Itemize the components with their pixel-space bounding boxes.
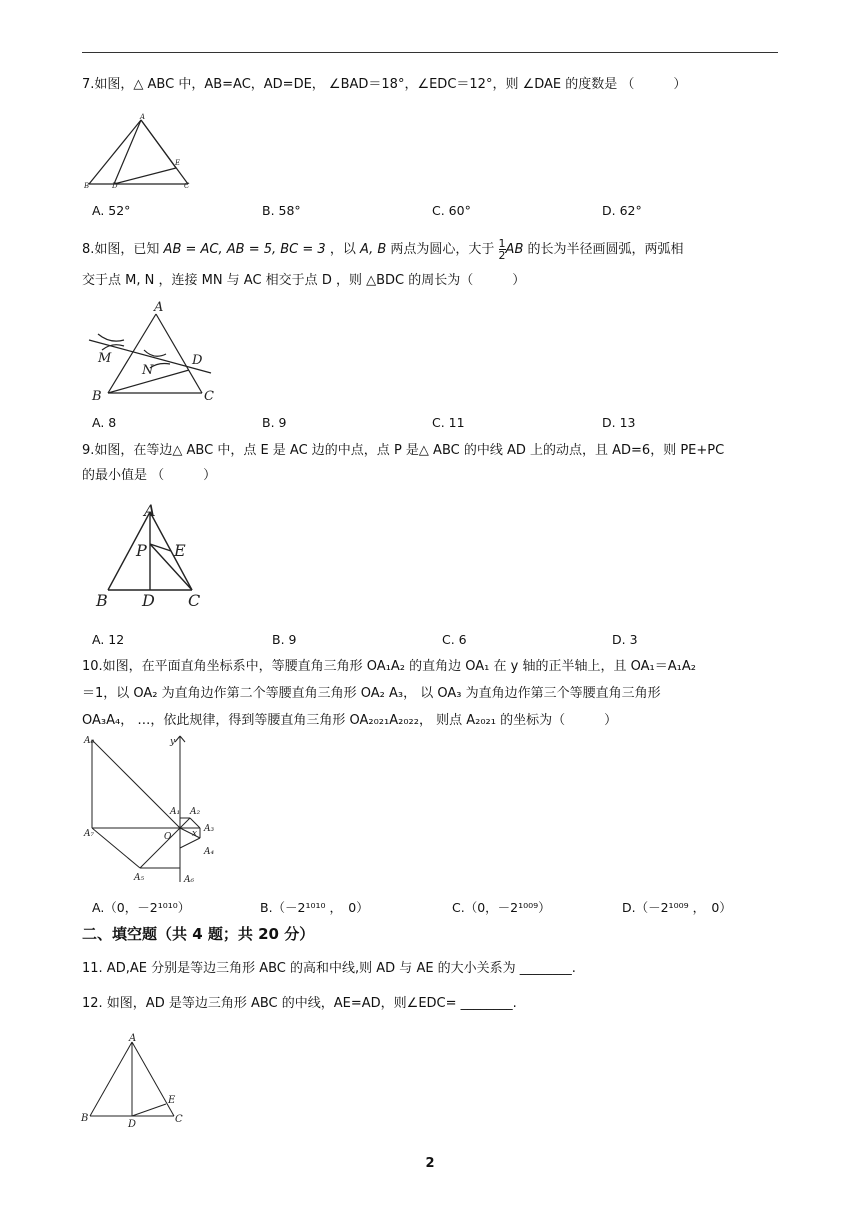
question-9-line1: 9.如图，在等边△ ABC 中，点 E 是 AC 边的中点，点 P 是△ ABC 的中线 AD 上的动点，且 AD=6，则 PE+PC — [82, 443, 725, 458]
q7-option-b[interactable]: B. 58° — [262, 203, 301, 218]
label-E: E — [168, 1095, 176, 1106]
q7-option-c[interactable]: C. 60° — [432, 203, 471, 218]
label-E: E — [174, 541, 186, 560]
q7-option-d[interactable]: D. 62° — [602, 203, 642, 218]
header-rule — [82, 52, 778, 53]
q8-option-a[interactable]: A. 8 — [92, 415, 117, 430]
label-O: O — [164, 832, 172, 842]
question-7-text: 7.如图，△ ABC 中，AB=AC，AD=DE， ∠BAD＝18°，∠EDC＝12°，则 ∠DAE 的度数是 （ ） — [82, 77, 687, 92]
label-x: x — [192, 829, 198, 839]
question-12-text: 12. 如图，AD 是等边三角形 ABC 的中线，AE=AD，则∠EDC= ________. — [82, 996, 517, 1011]
label-C: C — [175, 1114, 183, 1125]
label-B: B — [84, 182, 90, 190]
q10-option-d[interactable]: D.（－2¹⁰⁰⁹ ， 0） — [622, 900, 732, 915]
q8-option-b[interactable]: B. 9 — [262, 415, 287, 430]
q10-option-a[interactable]: A.（0，－2¹⁰¹⁰） — [92, 900, 191, 915]
question-9-line2: 的最小值是 （ ） — [82, 468, 217, 483]
q8-option-d[interactable]: D. 13 — [602, 415, 636, 430]
label-P: P — [136, 541, 147, 560]
question-10-line1: 10.如图，在平面直角坐标系中，等腰直角三角形 OA₁A₂ 的直角边 OA₁ 在 y 轴的正半轴上，且 OA₁＝A₁A₂ — [82, 659, 696, 674]
question-8-line2: 交于点 M, N ，连接 MN 与 AC 相交于点 D ，则 △BDC 的周长为（ ） — [82, 273, 526, 288]
section-heading: 二、填空题（共 4 题；共 20 分） — [82, 925, 315, 943]
label-A5: A₅ — [134, 873, 145, 883]
label-A7: A₇ — [84, 829, 95, 839]
label-A: A — [144, 501, 156, 520]
label-B: B — [92, 389, 102, 403]
label-B: B — [96, 591, 108, 610]
label-y: y — [170, 737, 176, 747]
label-C: C — [184, 182, 190, 190]
label-M: M — [98, 351, 112, 366]
question-10-figure — [80, 732, 230, 887]
question-10-line3: OA₃A₄， …，依此规律，得到等腰直角三角形 OA₂₀₂₁A₂₀₂₂， 则点 A₂₀₂₁ 的坐标为（ ） — [82, 713, 618, 728]
label-B: B — [81, 1113, 89, 1124]
label-A2: A₂ — [190, 807, 201, 817]
label-A: A — [140, 113, 146, 121]
q10-option-b[interactable]: B.（－2¹⁰¹⁰ ， 0） — [260, 900, 369, 915]
label-A: A — [129, 1033, 137, 1044]
label-N: N — [142, 363, 154, 378]
question-9-figure — [94, 498, 214, 613]
q9-option-d[interactable]: D. 3 — [612, 632, 638, 647]
label-A3: A₃ — [204, 824, 215, 834]
question-7-figure — [84, 112, 194, 192]
label-D: D — [192, 353, 203, 368]
label-A6: A₆ — [184, 875, 195, 885]
label-C: C — [188, 591, 201, 610]
page-number: 2 — [425, 1156, 435, 1171]
label-A: A — [154, 300, 164, 315]
q8-option-c[interactable]: C. 11 — [432, 415, 465, 430]
label-D: D — [128, 1119, 137, 1130]
label-A4: A₄ — [204, 847, 215, 857]
label-D: D — [112, 182, 118, 190]
question-8-line1: 8.如图，已知 AB = AC, AB = 5, BC = 3 ，以 A, B 两点为圆心，大于 $\frac{1}{2}$ AB 的长为半径画圆弧，两弧相 — [82, 237, 684, 262]
q9-option-b[interactable]: B. 9 — [272, 632, 297, 647]
question-11-text: 11. AD,AE 分别是等边三角形 ABC 的高和中线,则 AD 与 AE 的大小关系为 ________. — [82, 961, 576, 976]
question-10-line2: ＝1，以 OA₂ 为直角边作第二个等腰直角三角形 OA₂ A₃， 以 OA₃ 为直角边作第三个等腰直角三角形 — [82, 686, 661, 701]
q9-option-c[interactable]: C. 6 — [442, 632, 467, 647]
question-12-figure — [78, 1032, 188, 1132]
q10-option-c[interactable]: C.（0，－2¹⁰⁰⁹） — [452, 900, 551, 915]
label-D: D — [142, 591, 155, 610]
q9-option-a[interactable]: A. 12 — [92, 632, 125, 647]
label-A1: A₁ — [170, 807, 181, 817]
label-A8: A₈ — [84, 736, 95, 746]
label-E: E — [175, 159, 181, 167]
question-8-figure — [84, 298, 224, 403]
label-C: C — [204, 389, 214, 403]
q7-option-a[interactable]: A. 52° — [92, 203, 131, 218]
